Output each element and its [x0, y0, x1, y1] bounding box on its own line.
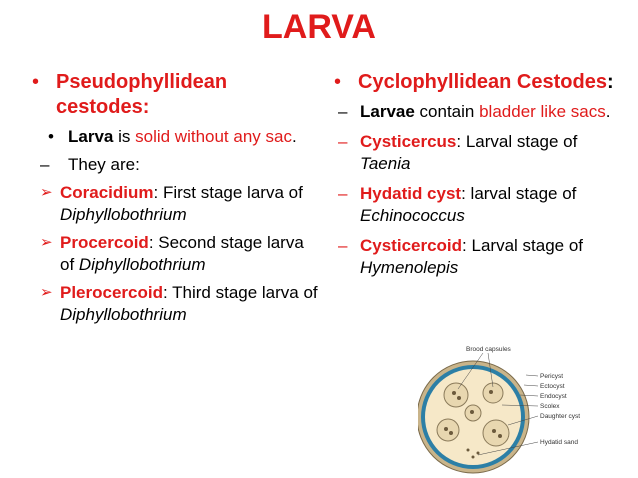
text: : larval stage of: [461, 184, 577, 203]
text: .: [605, 102, 611, 121]
bullet: •: [32, 71, 40, 93]
bullet: –: [338, 236, 348, 255]
bullet: –: [338, 184, 348, 203]
term: Cysticercus: [360, 132, 457, 151]
arrow-bullet-icon: ➢: [40, 234, 53, 251]
left-sub-they-are: [40, 154, 320, 176]
highlight: solid without any sac: [135, 127, 292, 146]
list-item: [40, 282, 320, 326]
label-brood-capsules: Brood capsules: [466, 346, 511, 353]
list-item: [40, 232, 320, 276]
arrow-bullet-icon: ➢: [40, 284, 53, 301]
right-column: [332, 70, 632, 287]
label-daughter-cyst: Daughter cyst: [540, 413, 581, 420]
list-item: [332, 131, 632, 175]
label-scolex: Scolex: [540, 403, 560, 410]
text: is: [113, 127, 136, 146]
bullet: •: [334, 71, 342, 93]
daughter-cyst: [437, 419, 459, 441]
highlight: bladder like sacs: [479, 102, 606, 121]
right-heading-text: Cyclophyllidean Cestodes: [358, 71, 607, 93]
text: They are:: [68, 155, 140, 174]
left-sub-solid: [40, 126, 320, 148]
term: Procercoid: [60, 233, 149, 252]
term: Coracidium: [60, 183, 154, 202]
label-endocyst: Endocyst: [540, 393, 567, 400]
label-hydatid-sand: Hydatid sand: [540, 439, 578, 446]
term: Larva: [68, 127, 114, 146]
bullet: –: [338, 102, 348, 121]
arrow-bullet-icon: ➢: [40, 184, 53, 201]
right-heading: [332, 70, 632, 95]
genus: Diphyllobothrium: [60, 305, 187, 324]
text: : Larval stage of: [462, 236, 584, 255]
term: Hydatid cyst: [360, 184, 462, 203]
genus: Hymenolepis: [360, 258, 459, 277]
genus: Diphyllobothrium: [60, 205, 187, 224]
term: Larvae: [360, 102, 415, 121]
slide-title: LARVA: [262, 8, 376, 46]
left-heading: [30, 70, 320, 120]
label-pericyst: Pericyst: [540, 373, 564, 380]
list-item: [332, 183, 632, 227]
left-column: [30, 70, 320, 332]
list-item: [332, 235, 632, 279]
text: .: [291, 127, 297, 146]
genus: Diphyllobothrium: [78, 255, 206, 274]
genus: Taenia: [360, 154, 411, 173]
text: : Larval stage of: [456, 132, 578, 151]
text: :: [606, 71, 614, 93]
text: : First stage larva of: [153, 183, 303, 202]
bullet: –: [338, 132, 348, 151]
term: Cysticercoid: [360, 236, 463, 255]
text: : Second stage larva of: [60, 233, 304, 274]
daughter-cyst: [444, 383, 468, 407]
bullet: •: [48, 127, 54, 146]
bullet: –: [40, 155, 50, 174]
daughter-cyst: [483, 420, 509, 446]
text: contain: [414, 102, 480, 121]
left-heading-text: Pseudophyllidean cestodes:: [56, 71, 228, 118]
list-item: [332, 101, 632, 123]
term: Plerocercoid: [60, 283, 163, 302]
text: : Third stage larva of: [163, 283, 318, 302]
label-ectocyst: Ectocyst: [540, 383, 565, 390]
hydatid-cyst-diagram: [418, 345, 638, 478]
list-item: [40, 182, 320, 226]
genus: Echinococcus: [360, 206, 465, 225]
